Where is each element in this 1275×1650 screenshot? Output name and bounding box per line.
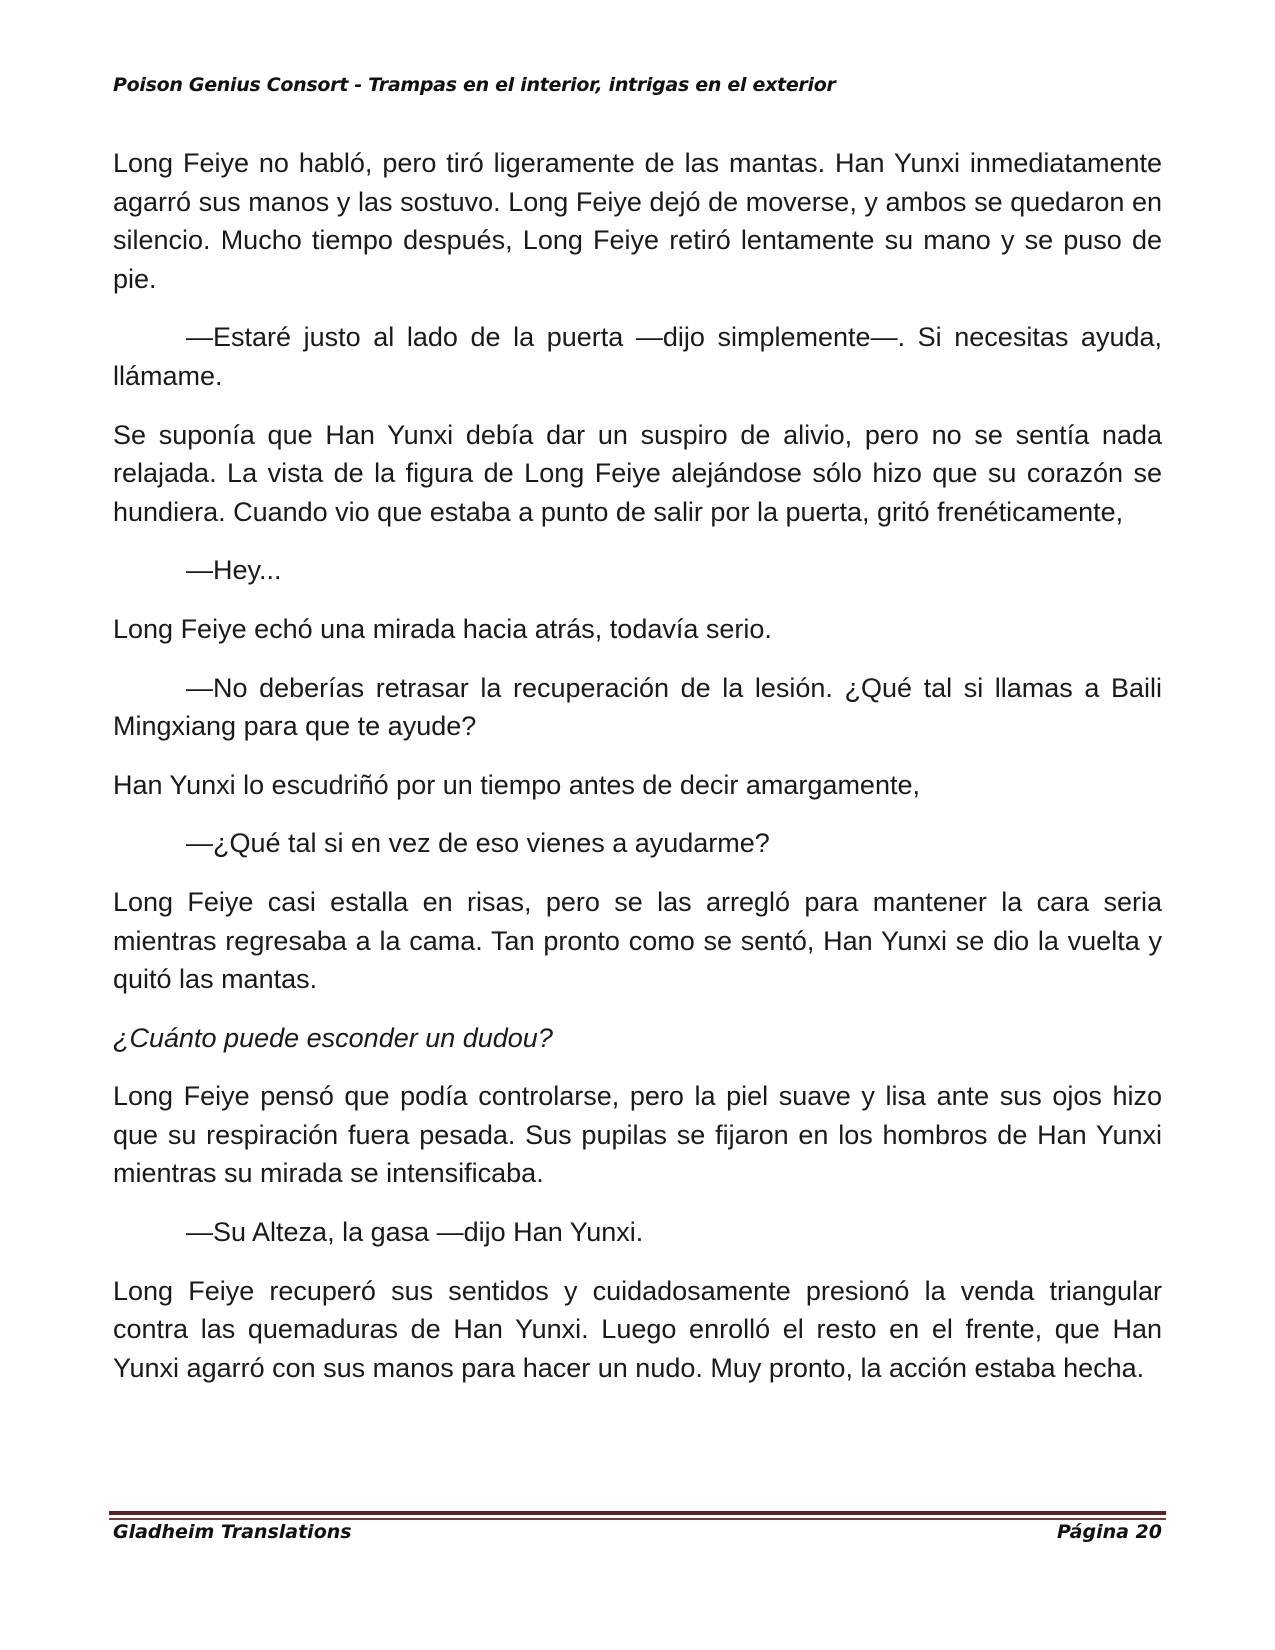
paragraph: Se suponía que Han Yunxi debía dar un suspiro de alivio, pero no se sentía nada relajada. La vista de la figura de Long Feiye alejándose sólo hizo que su corazón se hundiera. Cuando vio que estaba a punto de salir por la puerta, gritó frenéticamente, <box>113 419 1162 527</box>
paragraph: Han Yunxi lo escudriñó por un tiempo antes de decir amargamente, <box>113 769 920 800</box>
document-body <box>113 144 1162 1407</box>
paragraph: Long Feiye pensó que podía controlarse, pero la piel suave y lisa ante sus ojos hizo que su respiración fuera pesada. Sus pupilas se fijaron en los hombros de Han Yunxi mientras su mirada se intensificaba. <box>113 1081 1162 1189</box>
page-header-title: Poison Genius Consort - Trampas en el interior, intrigas en el exterior <box>113 74 836 96</box>
italic-thought: ¿Cuánto puede esconder un dudou? <box>113 1022 553 1053</box>
paragraph: Long Feiye recuperó sus sentidos y cuidadosamente presionó la venda triangular contra las quemaduras de Han Yunxi. Luego enrolló el resto en el frente, que Han Yunxi agarró con sus manos para hacer un nudo. Muy pronto, la acción estaba hecha. <box>113 1275 1162 1383</box>
paragraph: Long Feiye no habló, pero tiró ligeramente de las mantas. Han Yunxi inmediatamente agarró sus manos y las sostuvo. Long Feiye dejó de moverse, y ambos se quedaron en silencio. Mucho tiempo después, Long Feiye retiró lentamente su mano y se puso de pie. <box>113 148 1162 294</box>
paragraph: Long Feiye echó una mirada hacia atrás, todavía serio. <box>113 613 772 644</box>
footer-page-number: Página 20 <box>1056 1521 1162 1543</box>
dialogue-paragraph: —Hey... <box>186 555 282 586</box>
dialogue-paragraph: —¿Qué tal si en vez de eso vienes a ayudarme? <box>186 828 770 859</box>
footer-rule-thick <box>109 1511 1166 1515</box>
footer-rule-thin <box>109 1518 1166 1520</box>
dialogue-paragraph: —Estaré justo al lado de la puerta —dijo simplemente—. Si necesitas ayuda, llámame. <box>113 322 1162 391</box>
footer-publisher: Gladheim Translations <box>113 1521 352 1543</box>
dialogue-paragraph: —Su Alteza, la gasa —dijo Han Yunxi. <box>186 1217 644 1248</box>
paragraph: Long Feiye casi estalla en risas, pero se las arregló para mantener la cara seria mientras regresaba a la cama. Tan pronto como se sentó, Han Yunxi se dio la vuelta y quitó las mantas. <box>113 886 1162 995</box>
dialogue-paragraph: —No deberías retrasar la recuperación de la lesión. ¿Qué tal si llamas a Baili Mingxiang para que te ayude? <box>113 672 1162 742</box>
